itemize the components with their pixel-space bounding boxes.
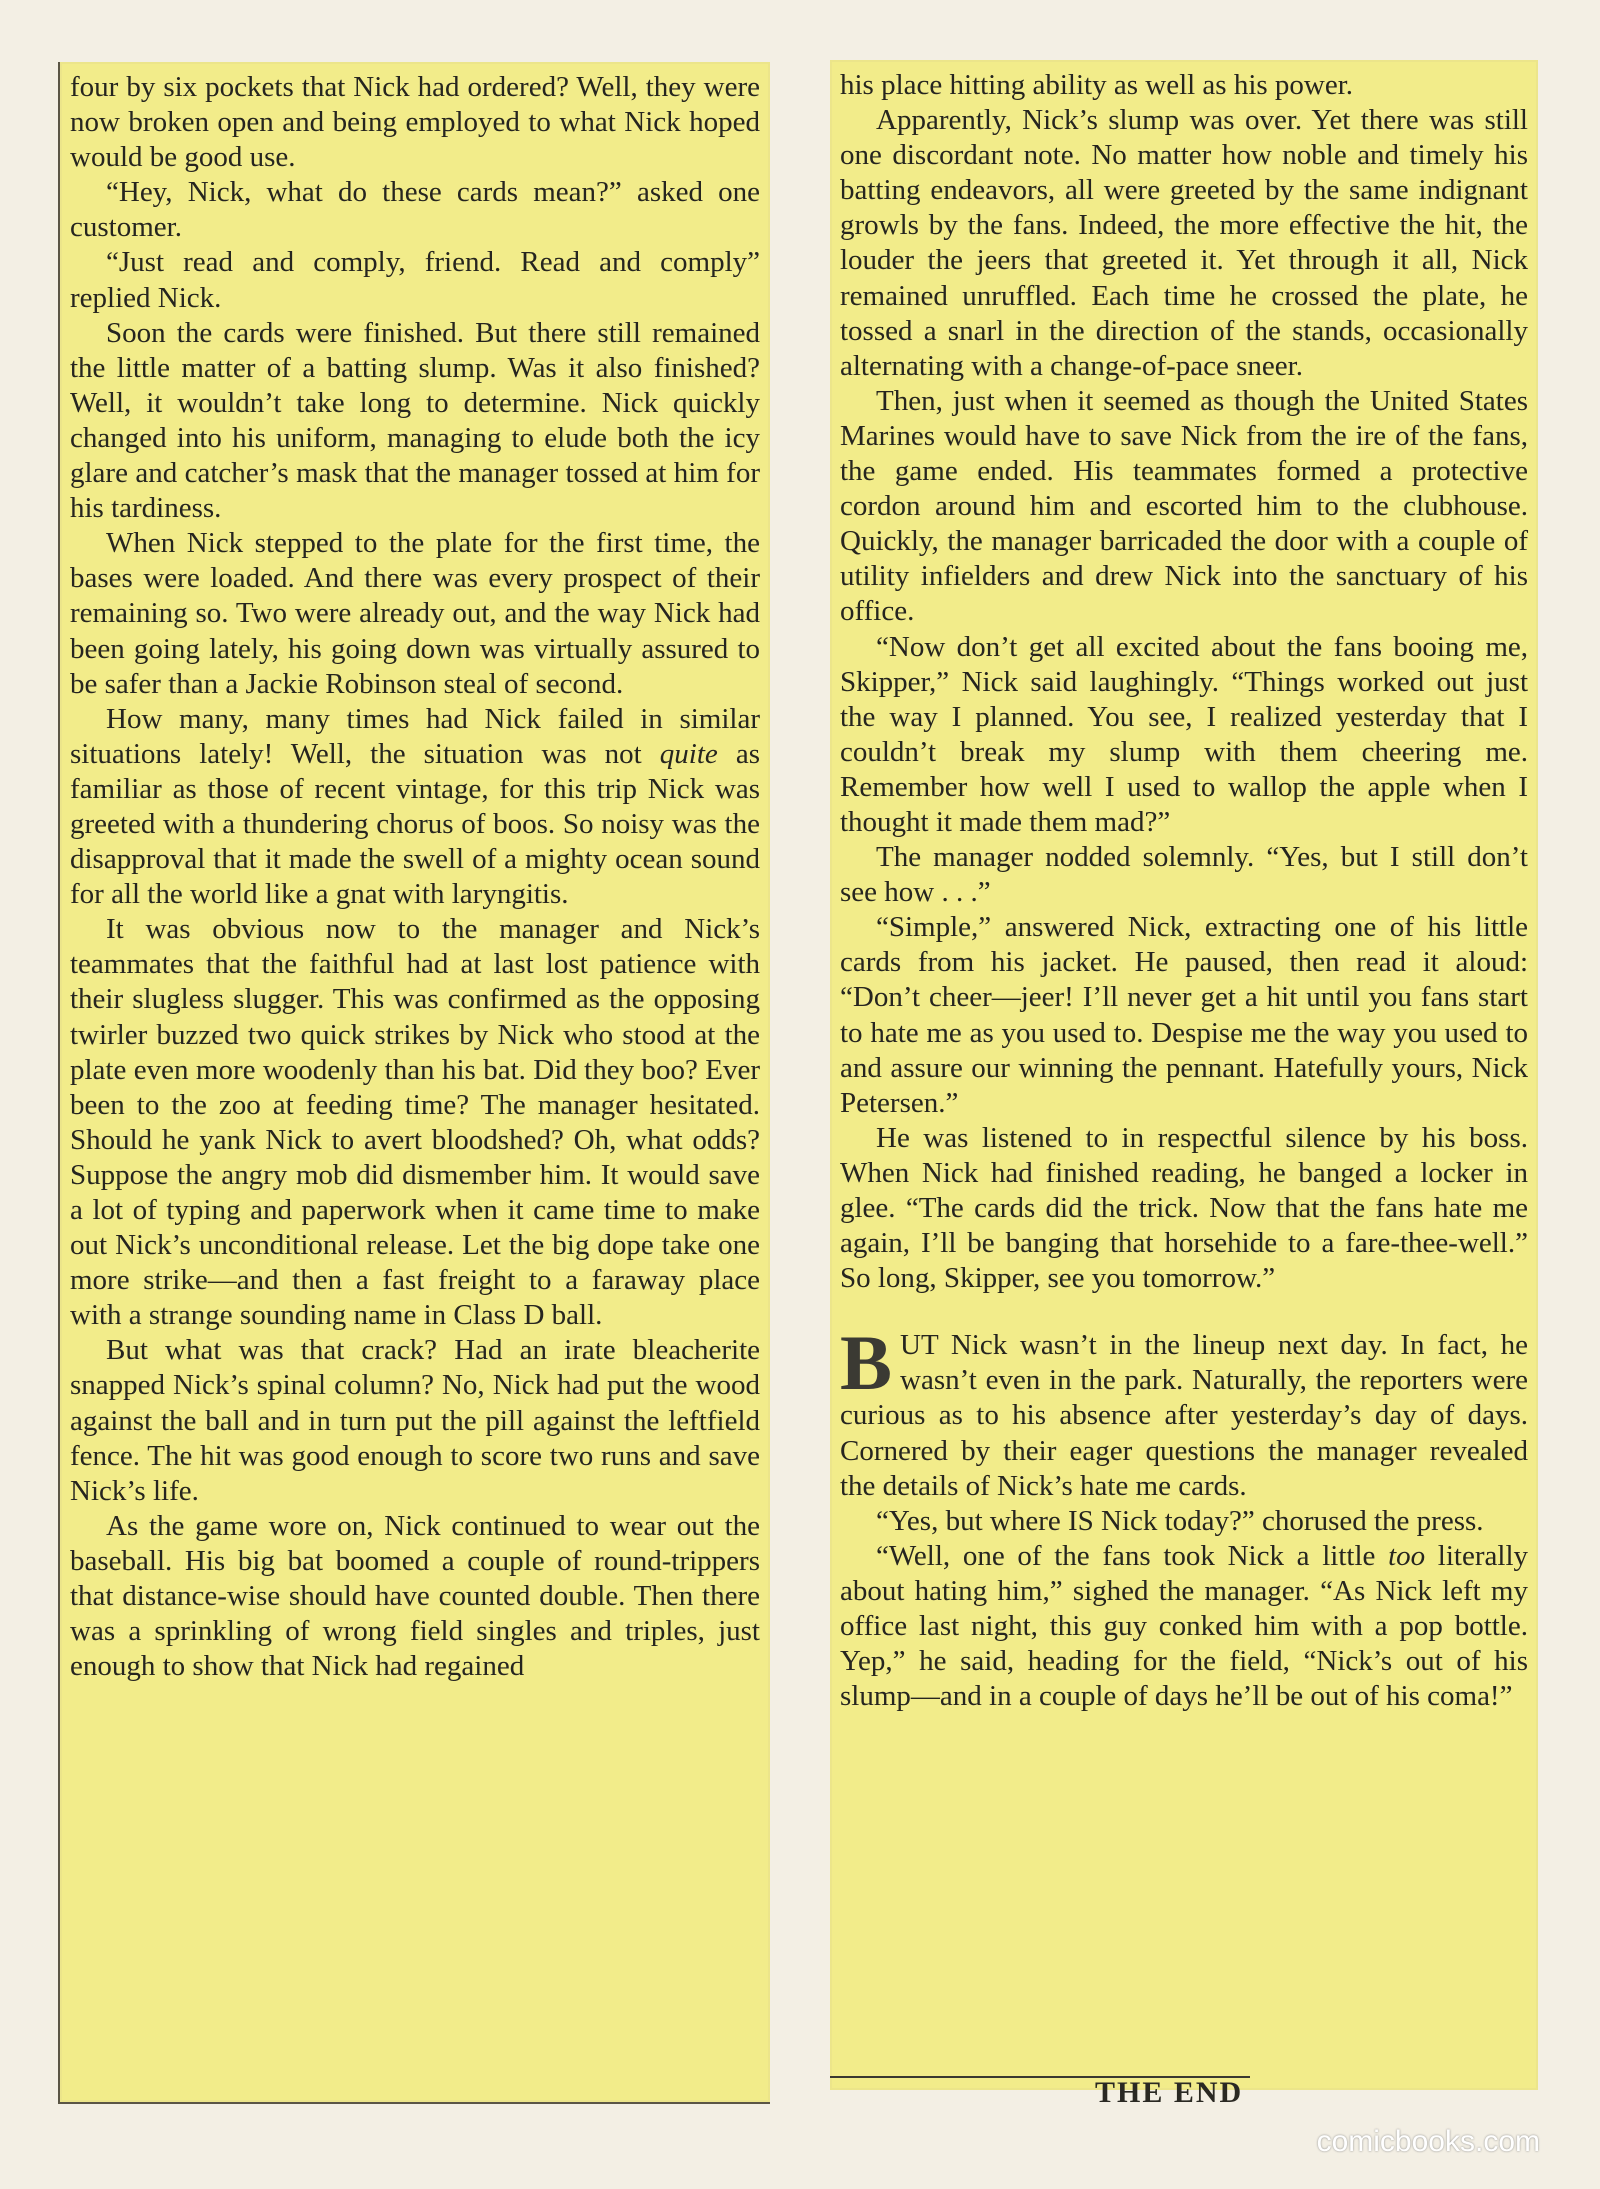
text-run: How many, many times had Nick failed in similar situations lately! Well, the situation was not [70,702,760,770]
paragraph [70,702,760,913]
paragraph: Then, just when it seemed as though the United States Marines would have to save Nick from the ire of the fans, the game ended. His teammates formed a protective cordon around him and escorted him to the clubhouse. Quickly, the manager barricaded the door with a couple of utility infielders and drew Nick into the sanctuary of his office. [840,384,1528,628]
drop-cap: B [840,1319,893,1407]
end-mark: THE END [1095,2076,1244,2109]
text-run: UT Nick wasn’t in the lineup next day. In fact, he wasn’t even in the park. Naturally, the reporters were curious as to his absence after yesterday’s day of days. Cornered by their eager questions the manager revealed the details of Nick’s hate me cards. [840,1329,1528,1502]
paragraph: “Yes, but where IS Nick today?” chorused the press. [876,1504,1484,1537]
paragraph: “Simple,” answered Nick, extracting one of his little cards from his jacket. He paused, then read it aloud: “Don’t cheer—jeer! I’ll never get a hit until you fans start to hate me as you used to. Despise me the way you used to and assure our winning the pennant. Hatefully yours, Nick Petersen.” [840,911,1528,1119]
paragraph: Soon the cards were finished. But there still remained the little matter of a batting slump. Was it also finished? Well, it wouldn’t take long to determine. Nick quickly changed into his uniform, managing to elude both the icy glare and catcher’s mask that the manager tossed at him for his tardiness. [70,316,760,525]
paragraph: It was obvious now to the manager and Nick’s teammates that the faithful had at last lost patience with their slugless slugger. This was confirmed as the opposing twirler buzzed two quick strikes by Nick who stood at the plate even more woodenly than his bat. Did they boo? Ever been to the zoo at feeding time? The manager hesitated. Should he yank Nick to avert bloodshed? Oh, what odds? Suppose the angry mob did dismember him. It would save a lot of typing and paperwork when it came time to make out Nick’s unconditional release. Let the big dope take one more strike—and then a fast freight to a faraway place with a strange sounding name in Class D ball. [70,913,760,1332]
text-run: as familiar as those of recent vintage, for this trip Nick was greeted with a thundering chorus of boos. So noisy was the disapproval that it made the swell of a mighty ocean sound for all the world like a gnat with laryngitis. [70,737,760,911]
paragraph: “Hey, Nick, what do these cards mean?” asked one customer. [70,176,760,244]
left-text-column [58,62,770,2104]
paragraph: But what was that crack? Had an irate bleacherite snapped Nick’s spinal column? No, Nick had put the wood against the ball and in turn put the pill against the leftfield fence. The hit was good enough to score two runs and save Nick’s life. [70,1334,760,1507]
paragraph: Apparently, Nick’s slump was over. Yet there was still one discordant note. No matter how noble and timely his batting endeavors, all were greeted by the same indignant growls by the fans. Indeed, the more effective the hit, the louder the jeers that greeted it. Yet through it all, Nick remained unruffled. Each time he crossed the plate, he tossed a snarl in the direction of the stands, occasionally alternating with a change-of-pace sneer. [840,104,1528,382]
italic-word: too [1388,1539,1426,1572]
paragraph: “Just read and comply, friend. Read and comply” replied Nick. [70,246,760,314]
text-run: literally about hating him,” sighed the manager. “As Nick left my office last night, this guy conked him with a pop bottle. Yep,” he said, heading for the field, “Nick’s out of his slump—and in a couple of days he’ll be out of his coma!” [840,1539,1528,1713]
paragraph: As the game wore on, Nick continued to wear out the baseball. His big bat boomed a couple of round-trippers that distance-wise should have counted double. Then there was a sprinkling of wrong field singles and triples, just enough to show that Nick had regained [70,1509,760,1683]
italic-word: quite [659,737,718,770]
paragraph: The manager nodded solemnly. “Yes, but I still don’t see how . . .” [840,841,1528,909]
text-run: “Well, one of the fans took Nick a little [876,1539,1389,1572]
paragraph: “Now don’t get all excited about the fans booing me, Skipper,” Nick said laughingly. “Things worked out just the way I planned. You see, I realized yesterday that I couldn’t break my slump with them cheering me. Remember how well I used to wallop the apple when I thought it made them mad?” [840,630,1528,838]
paragraph: When Nick stepped to the plate for the first time, the bases were loaded. And there was every prospect of their remaining so. Two were already out, and the way Nick had been going lately, his going down was virtually assured to be safer than a Jackie Robinson steal of second. [70,527,760,700]
paragraph: He was listened to in respectful silence by his boss. When Nick had finished reading, he banged a locker in glee. “The cards did the trick. Now that the fans hate me again, I’ll be banging that horsehide to a fare-thee-well.” So long, Skipper, see you tomorrow.” [840,1121,1528,1295]
paragraph [840,1539,1528,1714]
section-gap [840,1296,1528,1328]
paragraph [840,1319,1528,1503]
watermark: comicbooks.com [1316,2125,1540,2158]
right-text-column [830,60,1538,2090]
paragraph: his place hitting ability as well as his power. [840,69,1354,101]
paragraph: four by six pockets that Nick had ordered? Well, they were now broken open and being employed to what Nick hoped would be good use. [70,71,760,174]
